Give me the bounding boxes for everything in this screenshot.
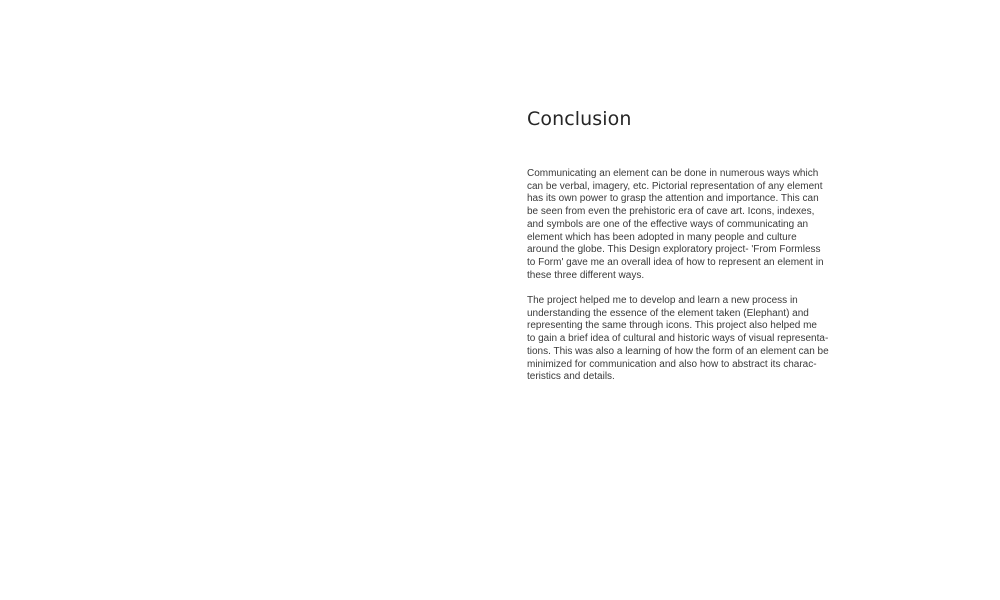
text-line: be seen from even the prehistoric era of cave art. Icons, indexes, <box>527 206 815 218</box>
paragraph-2 <box>527 295 847 384</box>
text-line: The project helped me to develop and learn a new process in <box>527 295 798 306</box>
text-line: to gain a brief idea of cultural and historic ways of visual representa- <box>527 333 829 345</box>
text-line: tions. This was also a learning of how the form of an element can be <box>527 345 829 357</box>
text-line: around the globe. This Design exploratory project- 'From Formless <box>527 244 821 256</box>
text-line: to Form' gave me an overall idea of how to represent an element in <box>527 256 824 268</box>
text-line: can be verbal, imagery, etc. Pictorial representation of any element <box>527 180 823 192</box>
text-line: minimized for communication and also how to abstract its charac- <box>527 358 817 370</box>
text-line: teristics and details. <box>527 371 615 383</box>
paragraph-1 <box>527 168 847 282</box>
page-title: Conclusion <box>527 108 632 130</box>
text-line: element which has been adopted in many people and culture <box>527 231 797 243</box>
text-line: these three different ways. <box>527 269 645 281</box>
text-line: has its own power to grasp the attention and importance. This can <box>527 193 819 205</box>
text-line: representing the same through icons. This project also helped me <box>527 320 817 332</box>
text-line: and symbols are one of the effective ways of communicating an <box>527 218 809 230</box>
text-line: understanding the essence of the element taken (Elephant) and <box>527 307 809 319</box>
text-line: Communicating an element can be done in numerous ways which <box>527 168 819 179</box>
